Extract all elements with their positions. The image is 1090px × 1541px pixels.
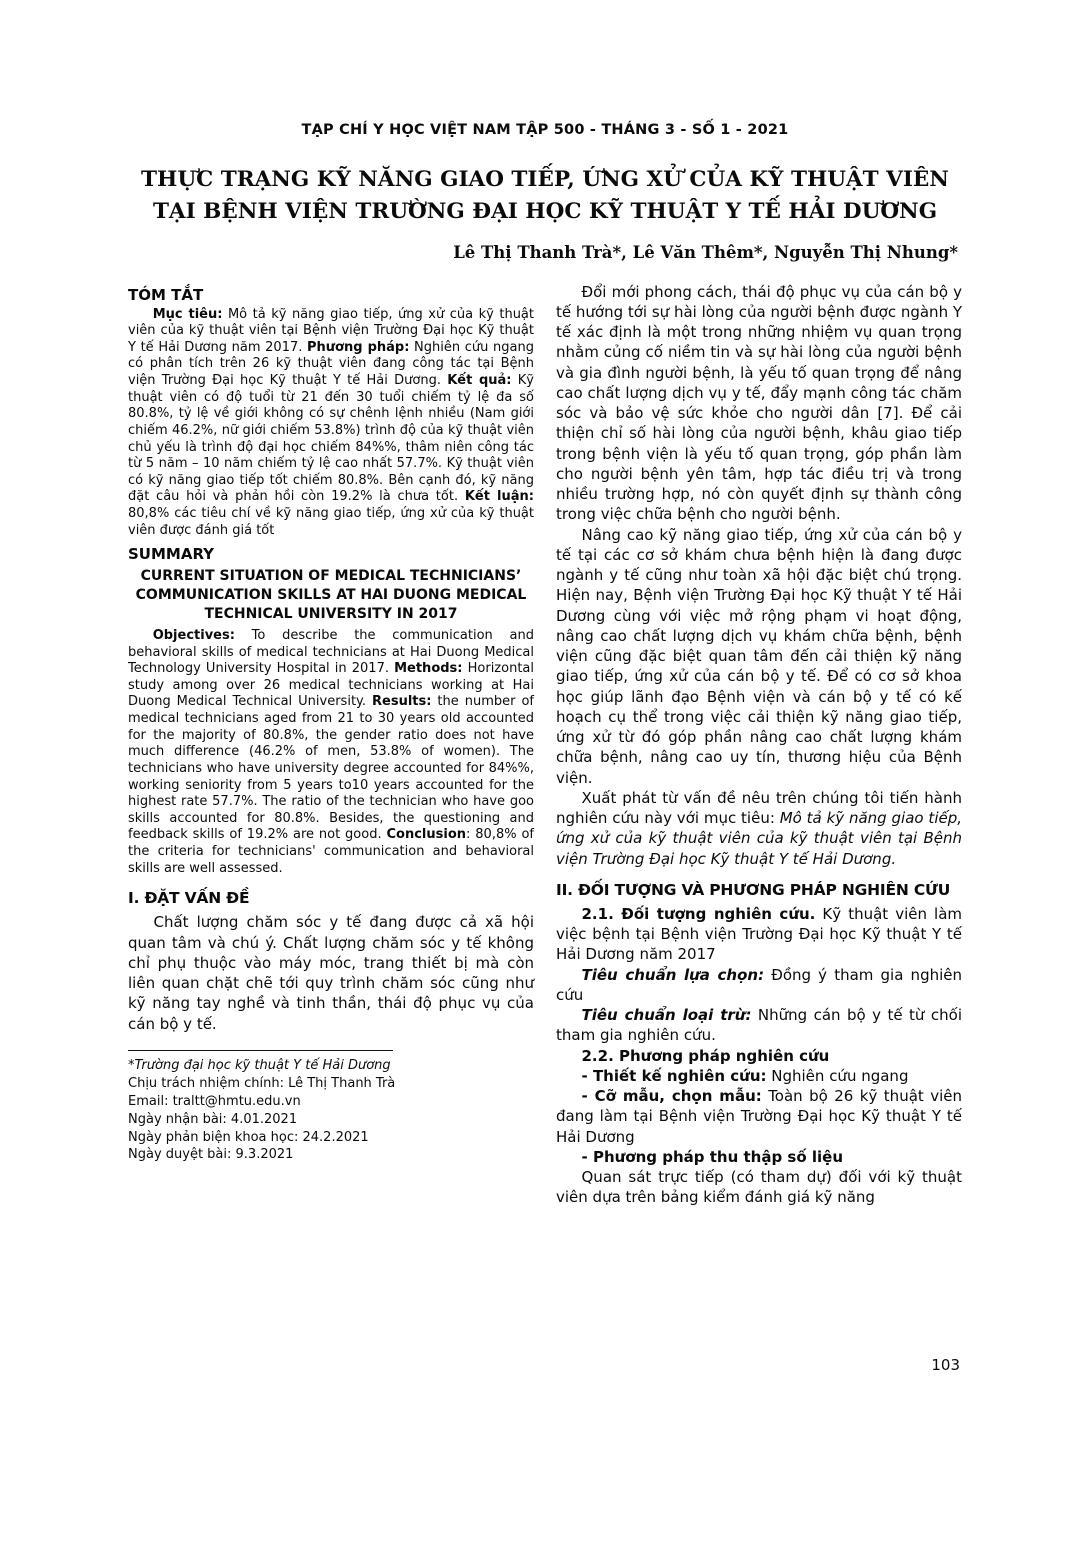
two-column-layout xyxy=(128,282,962,1208)
method-paragraph-exclusion: Tiêu chuẩn loại trừ: Những cán bộ y tế từ chối tham gia nghiên cứu. xyxy=(556,1006,962,1045)
method-paragraph-inclusion: Tiêu chuẩn lựa chọn: Đồng ý tham gia nghiên cứu xyxy=(556,965,962,1004)
abstract-vi-heading: TÓM TẮT xyxy=(128,285,204,304)
method-paragraph-sample: - Cỡ mẫu, chọn mẫu: Toàn bộ 26 kỹ thuật viên đang làm tại Bệnh viện Trường Đại học Kỹ thuật Y tế Hải Dương xyxy=(556,1087,962,1146)
article-title-line1: THỰC TRẠNG KỸ NĂNG GIAO TIẾP, ỨNG XỬ CỦA KỸ THUẬT VIÊN xyxy=(141,167,949,192)
page-number: 103 xyxy=(931,1356,960,1374)
method-paragraph-collection-heading: - Phương pháp thu thập số liệu xyxy=(581,1147,844,1166)
footnote-affiliation: *Trường đại học kỹ thuật Y tế Hải Dương xyxy=(128,1057,391,1073)
article-title-line2: TẠI BỆNH VIỆN TRƯỜNG ĐẠI HỌC KỸ THUẬT Y TẾ HẢI DƯƠNG xyxy=(152,199,938,225)
authors-line: Lê Thị Thanh Trà*, Lê Văn Thêm*, Nguyễn Thị Nhung* xyxy=(453,242,958,262)
method-paragraph-observation: Quan sát trực tiếp (có tham dự) đối với kỹ thuật viên dựa trên bảng kiểm đánh giá kỹ năng xyxy=(556,1168,962,1207)
right-column xyxy=(556,282,962,1208)
section-2-heading: II. ĐỐI TƯỢNG VÀ PHƯƠNG PHÁP NGHIÊN CỨU xyxy=(556,880,951,899)
summary-heading: SUMMARY xyxy=(128,545,215,564)
footnote-email: Email: traltt@hmtu.edu.vn xyxy=(128,1093,301,1109)
method-paragraph-design: - Thiết kế nghiên cứu: Nghiên cứu ngang xyxy=(581,1066,909,1085)
left-column xyxy=(128,282,534,1208)
footnote-reviewed-date: Ngày phản biện khoa học: 24.2.2021 xyxy=(128,1129,369,1145)
footnote-received-date: Ngày nhận bài: 4.01.2021 xyxy=(128,1111,298,1127)
summary-title: CURRENT SITUATION OF MEDICAL TECHNICIANS’ COMMUNICATION SKILLS AT HAI DUONG MEDICAL TECHNICAL UNIVERSITY IN 2017 xyxy=(135,568,527,623)
abstract-en-text: Objectives: To describe the communication and behavioral skills of medical technicians at Hai Duong Medical Technology University Hospital in 2017. Methods: Horizontal study among over 26 medical technicians working at Hai Duong Medical Technical University. Results: the number of medical technicians aged from 21 to 30 years old accounted for the majority of 80.8%, the gender ratio does not have much difference (46.2% of men, 53.8% of women). The technicians who have university degree accounted for 84%%, working seniority from 5 years to10 years accounted for the highest rate 57.7%. The ratio of the technician who have goo skills accounted for 80.8%. Besides, the questioning and feedback skills of 19.2% are not good. Conclusion: 80,8% of the criteria for technicians' communication and behavioral skills are well assessed. xyxy=(128,627,535,876)
journal-header: TẠP CHÍ Y HỌC VIỆT NAM TẬP 500 - THÁNG 3 - SỐ 1 - 2021 xyxy=(301,122,789,138)
intro-paragraph-3: Xuất phát từ vấn đề nêu trên chúng tôi tiến hành nghiên cứu này với mục tiêu: Mô tả kỹ năng giao tiếp, ứng xử của kỹ thuật viên của kỹ thuật viên tại Bệnh viện Trường Đại học Kỹ thuật Y tế Hải Dương. xyxy=(556,788,963,868)
footnote-accepted-date: Ngày duyệt bài: 9.3.2021 xyxy=(128,1147,294,1163)
method-paragraph-methods-heading: 2.2. Phương pháp nghiên cứu xyxy=(581,1046,830,1065)
intro-paragraph-2: Nâng cao kỹ năng giao tiếp, ứng xử của cán bộ y tế tại các cơ sở khám chưa bệnh hiện là đang được ngành y tế cũng như toàn xã hội đặc biệt chú trọng. Hiện nay, Bệnh viện Trường Đại học Kỹ thuật Y tế Hải Dương cùng với việc mở rộng phạm vi hoạt động, nâng cao chất lượng dịch vụ khám chữa bệnh, bệnh viện cũng đặc biệt quan tâm đến cải thiện kỹ năng giao tiếp, ứng xử của cán bộ y tế. Để có cơ sở khoa học giúp lãnh đạo Bệnh viện và cán bộ y tế có kế hoạch cụ thể trong việc cải thiện kỹ năng giao tiếp, ứng xử từ đó góp phần nâng cao chất lượng khám chữa bệnh, nâng cao uy tín, thương hiệu của Bệnh viện. xyxy=(556,525,962,787)
method-paragraph-subjects: 2.1. Đối tượng nghiên cứu. Kỹ thuật viên làm việc bệnh tại Bệnh viện Trường Đại học Kỹ thuật Y tế Hải Dương năm 2017 xyxy=(556,904,962,964)
footnote-responsible: Chịu trách nhiệm chính: Lê Thị Thanh Trà xyxy=(128,1075,396,1091)
footnote-block xyxy=(128,1050,534,1165)
article-title xyxy=(128,164,962,229)
section-1-paragraph: Chất lượng chăm sóc y tế đang được cả xã hội quan tâm và chú ý. Chất lượng chăm sóc y tế không chỉ phụ thuộc vào máy móc, trang thiết bị mà còn liên quan chặt chẽ tới quy trình chăm sóc cũng như kỹ năng tay nghề và tinh thần, thái độ phục vụ của cán bộ y tế. xyxy=(128,913,534,1033)
section-1-heading: I. ĐẶT VẤN ĐỀ xyxy=(128,889,250,908)
footnote-divider xyxy=(128,1050,393,1051)
abstract-vi-text: Mục tiêu: Mô tả kỹ năng giao tiếp, ứng xử của kỹ thuật viên của kỹ thuật viên tại Bệnh viện Trường Đại học Kỹ thuật Y tế Hải Dương năm 2017. Phương pháp: Nghiên cứu ngang có phân tích trên 26 kỹ thuật viên đang công tác tại Bệnh viện Trường Đại học Kỹ thuật Y tế Hải Dương. Kết quả: Kỹ thuật viên có độ tuổi từ 21 đến 30 tuổi chiếm tỷ lệ đa số 80.8%, tỷ lệ về giới không có sự chênh lệnh nhiều (Nam giới chiếm 46.2%, nữ giới chiếm 53.8%) trình độ của kỹ thuật viên chủ yếu là trình độ đại học chiếm 84%%, thâm niên công tác từ 5 năm – 10 năm chiếm tỷ lệ cao nhất 57.7%. Kỹ thuật viên có kỹ năng giao tiếp tốt chiếm 80.8%. Bên cạnh đó, kỹ năng đặt câu hỏi và phản hồi còn 19.2% là chưa tốt. Kết luận: 80,8% các tiêu chí về kỹ năng giao tiếp, ứng xử của kỹ thuật viên được đánh giá tốt xyxy=(128,306,534,538)
intro-paragraph-1: Đổi mới phong cách, thái độ phục vụ của cán bộ y tế hướng tới sự hài lòng của người bệnh được ngành Y tế xác định là một trong những nhiệm vụ quan trọng nhằm củng cố niềm tin và sự hài lòng của người bệnh và gia đình người bệnh, là yếu tố quan trọng để nâng cao chất lượng dịch vụ y tế, đẩy mạnh công tác chăm sóc và bảo vệ sức khỏe cho người dân [7]. Để cải thiện chỉ số hài lòng của người bệnh, khâu giao tiếp trong bệnh viện là yếu tố quan trọng, góp phần làm cho người bệnh yên tâm, hợp tác điều trị và trong nhiều trường hợp, nó còn quyết định sự thành công trong việc chữa bệnh cho người bệnh. xyxy=(556,282,963,524)
